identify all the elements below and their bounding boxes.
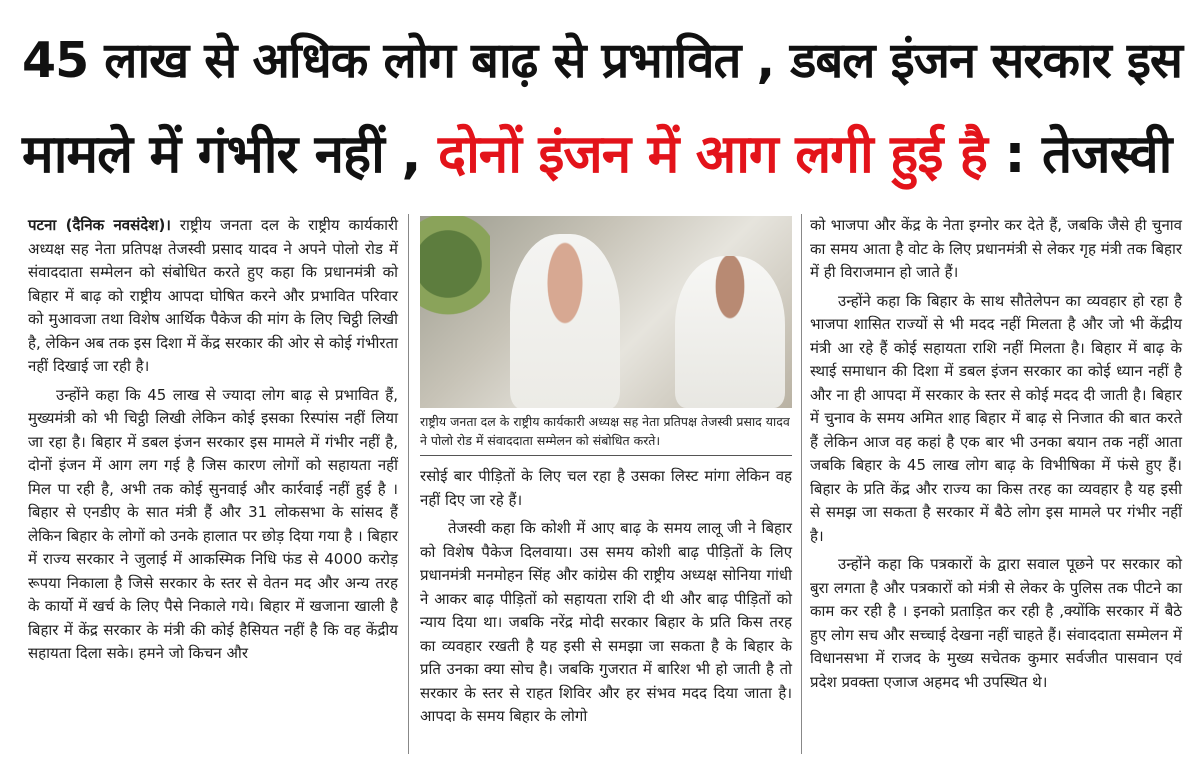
headline-highlight: दोनों इंजन में आग लगी हुई है	[437, 124, 987, 185]
news-photo	[420, 216, 792, 408]
article-paragraph: उन्होंने कहा कि 45 लाख से ज्यादा लोग बाढ़ से प्रभावित हैं, मुख्यमंत्री को भी चिट्ठी लिखी लेकिन कोई इसका रिस्पांस नहीं लिया जा रहा है। बिहार में डबल इंजन सरकार इस मामले में गंभीर नहीं है, दोनों इंजन में आग लग गई है जिस कारण लोगों को सहायता नहीं मिल पा रही है, अभी तक कोई सुनवाई और कार्रवाई नहीं हुई है । बिहार से एनडीए के सात मंत्री हैं और 31 लोकसभा के सांसद हैं लेकिन बिहार के लोगों को उनके हालात पर छोड़ दिया गया है । बिहार में राज्य सरकार ने जुलाई में आकस्मिक निधि फंड से 4000 करोड़ रूपया निकाला है जिसे सरकार के स्तर से वेतन मद और अन्य तरह के कार्यो में खर्च के लिए पैसे निकाले गये। बिहार में खजाना खाली है बिहार में केंद्र सरकार के मंत्री की कोई हैसियत नहीं है कि वह केंद्रीय सहायता दिला सके। हमने जो किचन और	[28, 385, 398, 662]
photo-speaker	[510, 234, 620, 408]
article-paragraph: उन्होंने कहा कि बिहार के साथ सौतेलेपन का व्यवहार हो रहा है भाजपा शासित राज्यों से भी मदद नहीं मिलता है और जो भी केंद्रीय मंत्री आ रहे हैं कोई सहायता राशि नहीं मिलता है। बिहार में बाढ़ के स्थाई समाधान की दिशा में डबल इंजन सरकार का कोई ध्यान नहीं है और ना ही आपदा में सरकार के स्तर से कोई मदद दी जाती है। बिहार में चुनाव के समय अमित शाह बिहार में बाढ़ से निजात की बात करते हैं लेकिन आज वह कहां है एक बार भी उनका बयान तक नहीं आता जबकि बिहार के 45 लाख लोग बाढ़ के विभीषिका में फंसे हुए हैं।बिहार के प्रति केंद्र और राज्य का किस तरह का व्यवहार है यह इसी से समझ जा सकता है सरकार में बैठे लोग इस मामले पर गंभीर नहीं है।	[810, 291, 1182, 545]
photo-caption: राष्ट्रीय जनता दल के राष्ट्रीय कार्यकारी अध्यक्ष सह नेता प्रतिपक्ष तेजस्वी प्रसाद यादव ने पोलो रोड में संवाददाता सम्मेलन को संबोधित करते।	[420, 412, 792, 456]
headline-line-2	[22, 124, 1186, 185]
paragraph-text: राष्ट्रीय जनता दल के राष्ट्रीय कार्यकारी अध्यक्ष सह नेता प्रतिपक्ष तेजस्वी प्रसाद यादव ने अपने पोलो रोड में संवाददाता सम्मेलन को संबोधित करते हुए कहा कि प्रधानमंत्री को बिहार में बाढ़ को राष्ट्रीय आपदा घोषित करने और प्रभावित परिवार को मुआवजा तथा विशेष आर्थिक पैकेज की मांग के लिए चिट्ठी लिखी है, लेकिन अब तक इस दिशा में केंद्र सरकार की ओर से कोई गंभीरता नहीं दिखाई जा रही है।	[28, 216, 399, 375]
article-paragraph	[28, 214, 398, 379]
column-divider	[408, 214, 409, 754]
article-paragraph: को भाजपा और केंद्र के नेता इग्नोर कर देते हैं, जबकि जैसे ही चुनाव का समय आता है वोट के लिए प्रधानमंत्री से लेकर गृह मंत्री तक बिहार में ही विराजमान हो जाते हैं।	[810, 216, 1182, 281]
photo-plant	[420, 216, 490, 336]
headline-line-2-end: : तेजस्वी	[1004, 124, 1172, 185]
column-divider	[801, 214, 802, 754]
article-paragraph: उन्होंने कहा कि पत्रकारों के द्वारा सवाल पूछने पर सरकार को बुरा लगता है और पत्रकारों को मंत्री से लेकर के पुलिस तक पीटने का काम कर रही है । इनको प्रताड़ित कर रही है ,क्योंकि सरकार में बैठे हुए लोग सच और सच्चाई देखना नहीं चाहते हैं। संवाददाता सम्मेलन में विधानसभा में राजद के मुख्य सचेतक कुमार सर्वजीत पासवान एवं प्रदेश प्रवक्ता एजाज अहमद भी उपस्थित थे।	[810, 555, 1182, 691]
article-paragraph: रसोई बार पीड़ितों के लिए चल रहा है उसका लिस्ट मांगा लेकिन वह नहीं दिए जा रहे हैं।	[420, 467, 792, 509]
headline-line-1: 45 लाख से अधिक लोग बाढ़ से प्रभावित , डबल इंजन सरकार इस	[22, 32, 1183, 89]
article-column-middle	[420, 465, 792, 734]
dateline: पटना (दैनिक नवसंदेश)।	[28, 216, 171, 234]
article-column-left	[28, 214, 398, 671]
headline-line-2-start: मामले में गंभीर नहीं ,	[22, 124, 421, 185]
article-paragraph: तेजस्वी कहा कि कोशी में आए बाढ़ के समय लालू जी ने बिहार को विशेष पैकेज दिलवाया। उस समय कोशी बाढ़ पीड़ितों के लिए प्रधानमंत्री मनमोहन सिंह और कांग्रेस की राष्ट्रीय अध्यक्ष सोनिया गांधी ने आकर बाढ़ पीड़ितों को सहायता राशि दी थी और बाढ़ पीड़ितों को न्याय दिया था। जबकि नरेंद्र मोदी सरकार बिहार के प्रति किस तरह का व्यवहार रखती है यह इसी से समझा जा सकता है के बिहार के प्रति उनका क्या सोच है। जबकि गुजरात में बारिश भी हो जाती है तो सरकार के स्तर से राहत शिविर और हर संभव मदद दिया जाता है। आपदा के समय बिहार के लोगो	[420, 519, 792, 725]
photo-attendee	[675, 256, 785, 408]
article-column-right	[810, 214, 1182, 699]
